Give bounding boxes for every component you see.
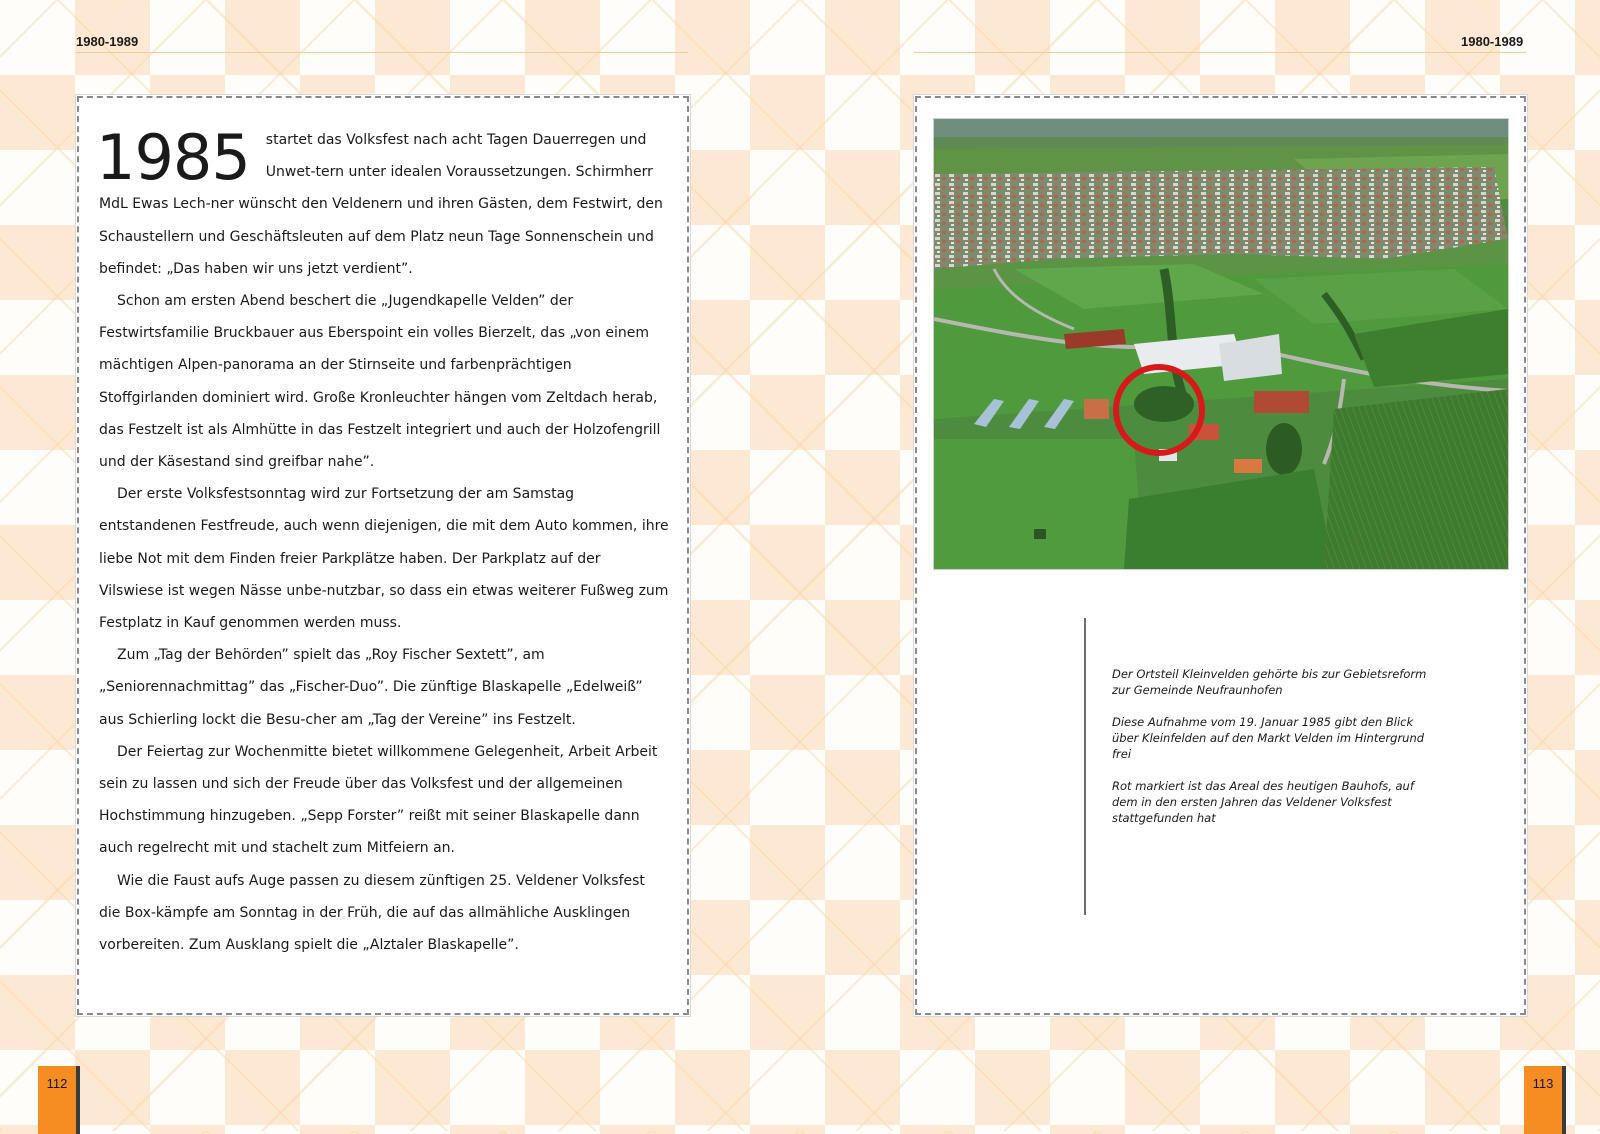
- caption-paragraph: Diese Aufnahme vom 19. Januar 1985 gibt den Blick über Kleinfelden auf den Markt Velden im Hintergrund frei: [1112, 715, 1425, 761]
- article-panel: [77, 96, 689, 1015]
- photo-caption: [1112, 666, 1442, 842]
- right-page-number: 113: [1532, 1076, 1554, 1091]
- left-running-head: 1980-1989: [76, 34, 139, 49]
- left-header-rule: [76, 52, 688, 53]
- paragraph: Schon am ersten Abend beschert die „Jugendkapelle Velden” der Festwirtsfamilie Bruckbauer aus Eberspoint ein volles Bierzelt, das „von einem mächtigen Alpen-panorama an der Stirnseite und farbenprächtigen Stoffgirlanden dominiert wird. Große Kronleuchter hängen vom Zeltdach herab, das Festzelt ist als Almhütte in das Festzelt integriert und auch der Holzofengrill und der Käsestand sind greifbar nahe”.: [99, 293, 661, 471]
- right-header-rule: [914, 52, 1526, 53]
- aerial-photo: [933, 118, 1509, 570]
- caption-divider: [1084, 618, 1086, 915]
- paragraph: Wie die Faust aufs Auge passen zu diesem zünftigen 25. Veldener Volksfest die Box-kämpfe am Sonntag in der Früh, die auf das allmähliche Ausklingen vorbereiten. Zum Ausklang spielt die „Alztaler Blaskapelle”.: [99, 872, 645, 954]
- caption-paragraph: Der Ortsteil Kleinvelden gehörte bis zur Gebietsreform zur Gemeinde Neufraunhofen: [1112, 667, 1427, 697]
- paragraph: startet das Volksfest nach acht Tagen Dauerregen und Unwet-tern unter idealen Voraussetzungen. Schirmherr MdL Ewas Lech-ner wünscht den Veldenern und ihren Gästen, dem Festwirt, den Schaustellern und Geschäftsleuten auf dem Platz neun Tage Sonnenschein und befindet: „Das haben wir uns jetzt verdient”.: [99, 132, 663, 277]
- left-page-number: 112: [46, 1076, 68, 1091]
- right-running-head: 1980-1989: [1461, 34, 1524, 49]
- paragraph: Der erste Volksfestsonntag wird zur Fortsetzung der am Samstag entstandenen Festfreude, auch wenn diejenigen, die mit dem Auto kommen, ihre liebe Not mit dem Finden freier Parkplätze haben. Der Parkplatz auf der Vilswiese ist wegen Nässe unbe-nutzbar, so dass ein etwas weiterer Fußweg zum Festplatz in Kauf genommen werden muss.: [99, 486, 669, 632]
- year-heading: 1985: [96, 121, 250, 194]
- paragraph: Zum „Tag der Behörden” spielt das „Roy Fischer Sextett”, am „Seniorennachmittag” das „Fischer-Duo”. Die zünftige Blaskapelle „Edelweiß” aus Schierling lockt die Besu-cher am „Tag der Vereine” ins Festzelt.: [99, 647, 643, 728]
- caption-paragraph: Rot markiert ist das Areal des heutigen Bauhofs, auf dem in den ersten Jahren das Veldener Volksfest stattgefunden hat: [1112, 779, 1414, 825]
- paragraph: Der Feiertag zur Wochenmitte bietet willkommene Gelegenheit, Arbeit Arbeit sein zu lassen und sich der Freude über das Volksfest und der allgemeinen Hochstimmung hinzugeben. „Sepp Forster” reißt mit seiner Blaskapelle dann auch regelrecht mit und stachelt zum Mitfeiern an.: [99, 743, 658, 857]
- article-text: [96, 121, 669, 961]
- photo-panel: [915, 96, 1526, 1015]
